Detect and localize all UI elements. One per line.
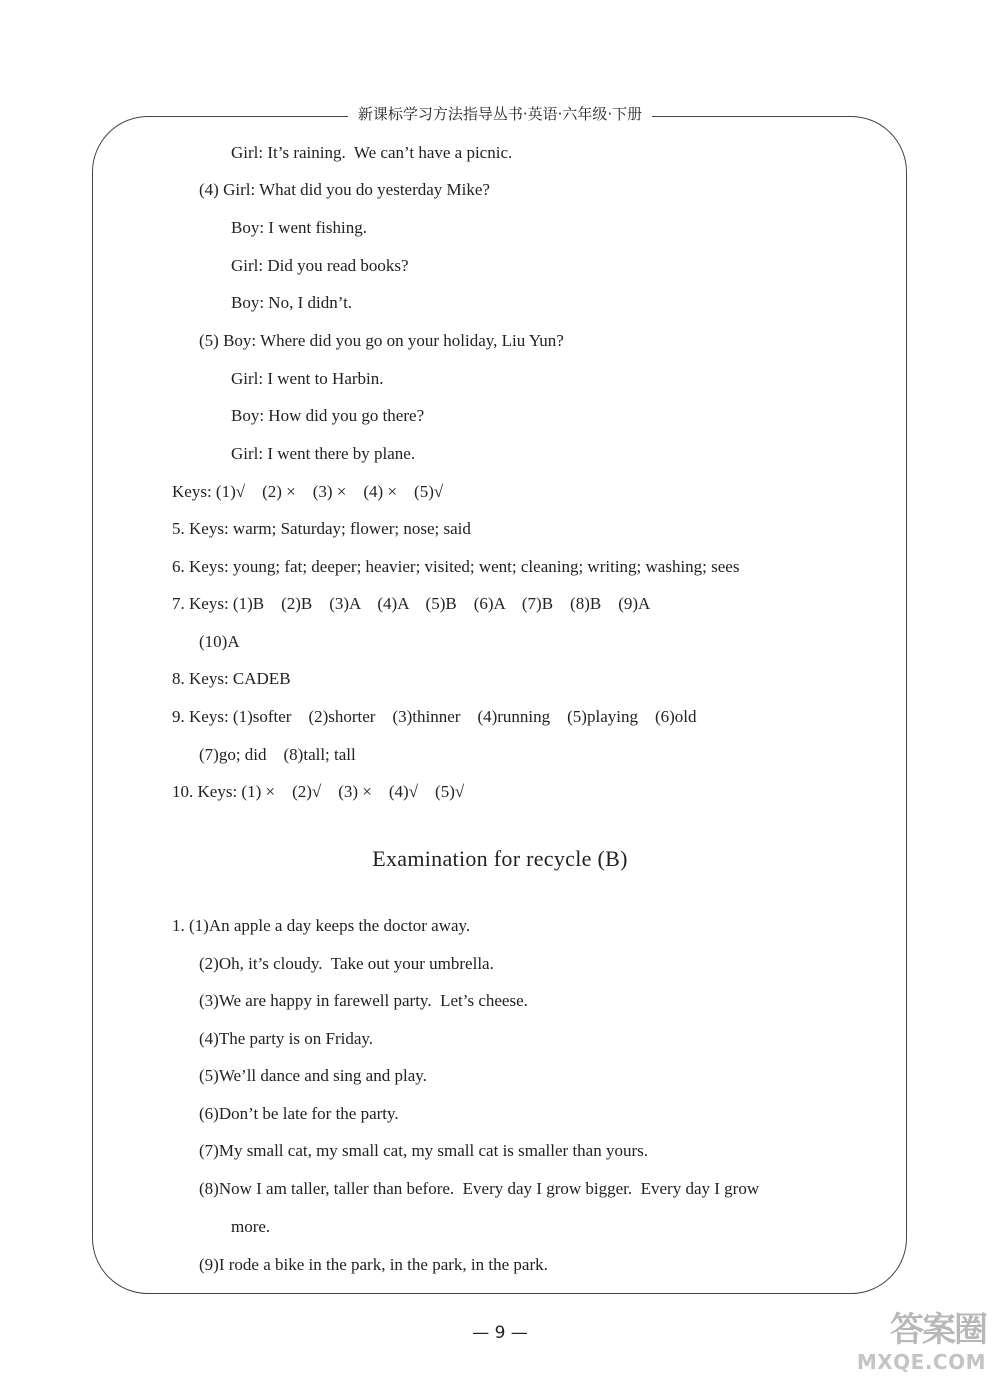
transcript-line: 1. (1)An apple a day keeps the doctor away. bbox=[172, 916, 471, 935]
transcript-line: (4)The party is on Friday. bbox=[199, 1029, 374, 1048]
transcript-line: (6)Don’t be late for the party. bbox=[199, 1104, 399, 1123]
dialogue-line: (5) Boy: Where did you go on your holiday, Liu Yun? bbox=[199, 331, 564, 350]
running-header-text: 新课标学习方法指导丛书·英语·六年级·下册 bbox=[348, 103, 652, 124]
transcript-line: (9)I rode a bike in the park, in the park, in the park. bbox=[199, 1255, 548, 1274]
watermark-logo: 答案圈 bbox=[890, 1310, 986, 1350]
dialogue-line: Boy: No, I didn’t. bbox=[231, 293, 353, 312]
answer-keys-line: (10)A bbox=[199, 632, 240, 651]
dialogue-line: Girl: Did you read books? bbox=[231, 256, 409, 275]
dialogue-line: Girl: I went there by plane. bbox=[231, 444, 416, 463]
transcript-line: (3)We are happy in farewell party. Let’s cheese. bbox=[199, 991, 528, 1010]
transcript-line: (7)My small cat, my small cat, my small cat is smaller than yours. bbox=[199, 1141, 648, 1160]
transcript-line: more. bbox=[231, 1217, 271, 1236]
transcript-line: (2)Oh, it’s cloudy. Take out your umbrella. bbox=[199, 954, 494, 973]
page-number: — 9 — bbox=[472, 1323, 528, 1343]
running-header bbox=[0, 103, 1000, 124]
answer-keys-line: 9. Keys: (1)softer (2)shorter (3)thinner (4)running (5)playing (6)old bbox=[172, 707, 697, 726]
answer-keys-line: (7)go; did (8)tall; tall bbox=[199, 745, 356, 764]
answer-keys-line: 6. Keys: young; fat; deeper; heavier; visited; went; cleaning; writing; washing; sees bbox=[172, 557, 740, 576]
watermark-url: MXQE.COM bbox=[856, 1350, 986, 1374]
dialogue-line: Boy: I went fishing. bbox=[231, 218, 367, 237]
dialogue-line: Boy: How did you go there? bbox=[231, 406, 425, 425]
answer-keys-line: 8. Keys: CADEB bbox=[172, 669, 291, 688]
watermark bbox=[848, 1302, 988, 1382]
answer-keys-line: 10. Keys: (1) × (2)√ (3) × (4)√ (5)√ bbox=[172, 782, 465, 801]
answer-keys-line: 5. Keys: warm; Saturday; flower; nose; said bbox=[172, 519, 471, 538]
transcript-line: (8)Now I am taller, taller than before. Every day I grow bigger. Every day I grow bbox=[199, 1179, 760, 1198]
answer-keys-line: Keys: (1)√ (2) × (3) × (4) × (5)√ bbox=[172, 482, 444, 501]
section-heading: Examination for recycle (B) bbox=[372, 846, 628, 871]
transcript-line: (5)We’ll dance and sing and play. bbox=[199, 1066, 427, 1085]
answer-keys-line: 7. Keys: (1)B (2)B (3)A (4)A (5)B (6)A (7)B (8)B (9)A bbox=[172, 594, 651, 613]
dialogue-line: Girl: I went to Harbin. bbox=[231, 369, 384, 388]
dialogue-line: (4) Girl: What did you do yesterday Mike? bbox=[199, 180, 490, 199]
dialogue-line: Girl: It’s raining. We can’t have a picnic. bbox=[231, 143, 513, 162]
